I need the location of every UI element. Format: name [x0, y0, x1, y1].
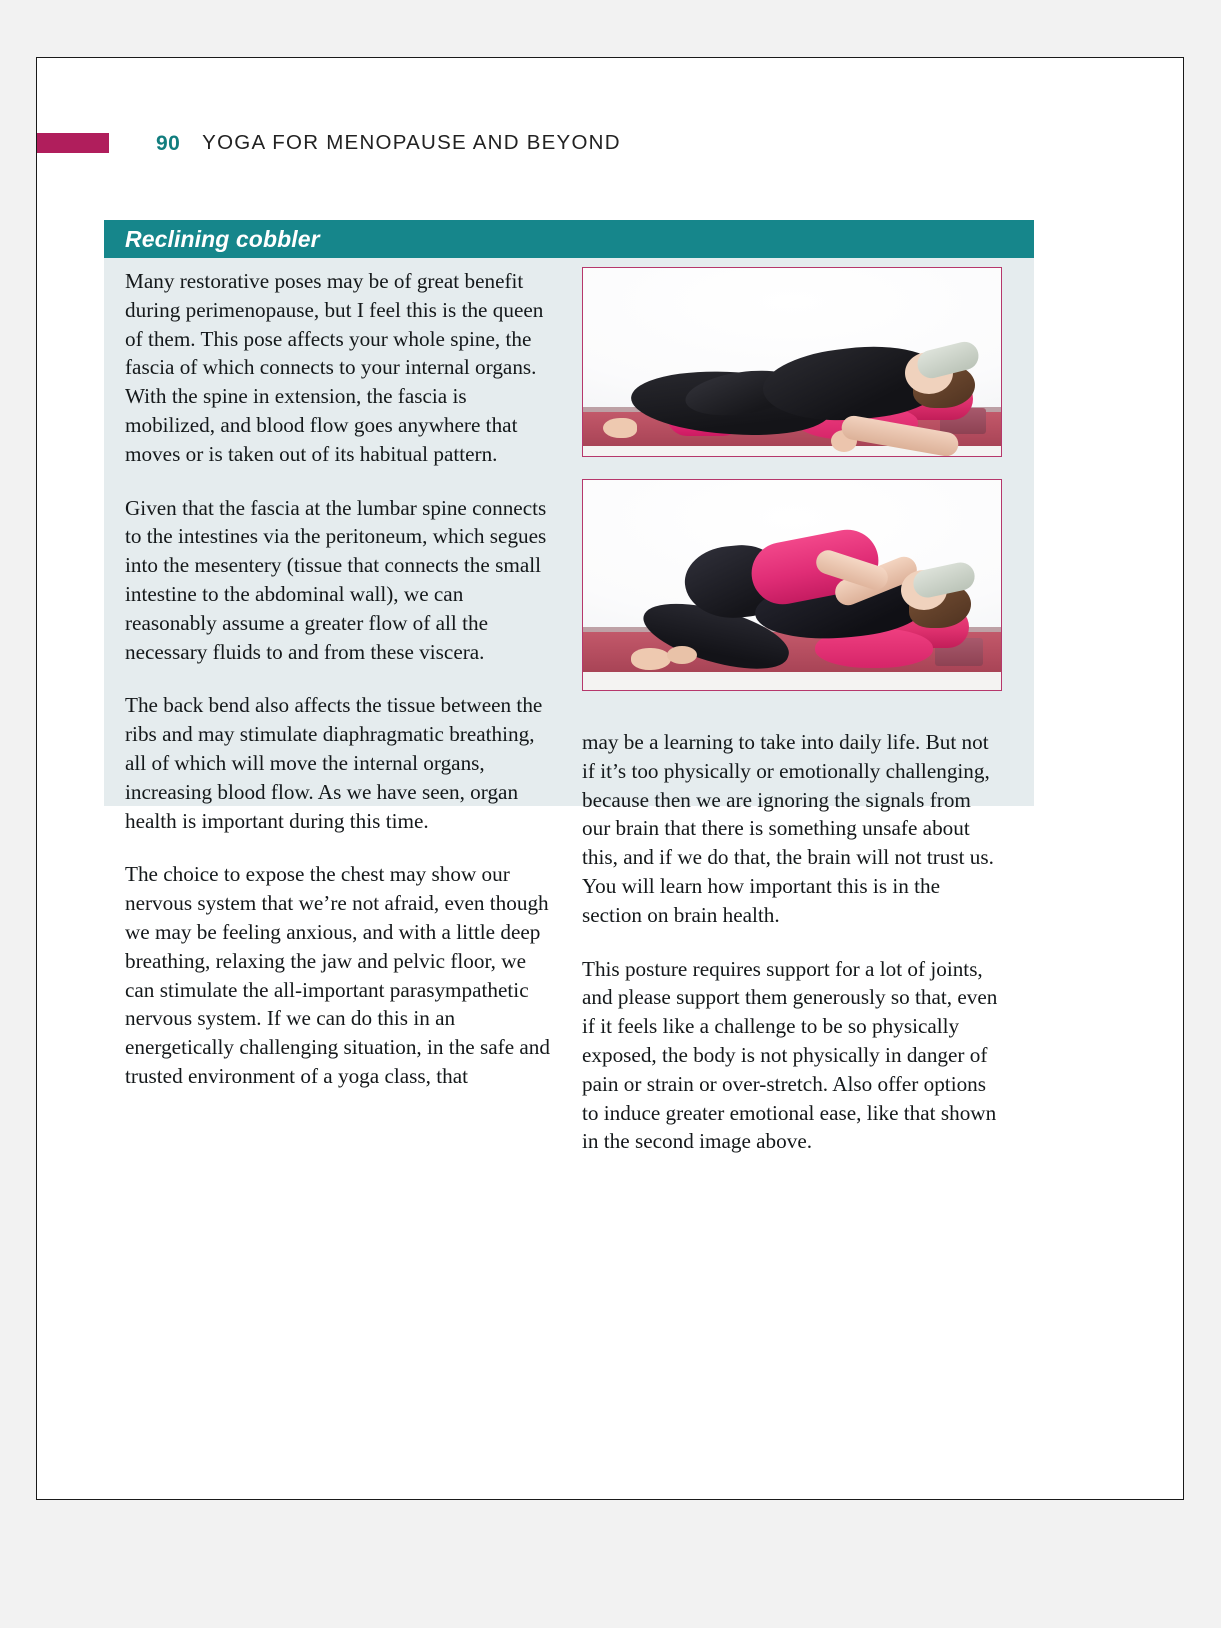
figure-stack — [582, 267, 1002, 691]
foot — [631, 648, 671, 670]
paragraph: Given that the fascia at the lumbar spine connects to the intestines via the peritoneum, which segues into the mesentery (tissue that connects the small intestine to the abdominal wall), we can reasonably assume a greater flow of all the necessary fluids to and from these viscera. — [125, 495, 547, 664]
paragraph: This posture requires support for a lot of joints, and please support them generously so that, even if it feels like a challenge to be so physically exposed, the body is not physically in danger of pain or strain or over-stretch. Also offer options to induce greater emotional ease, like that shown in the second image above. — [582, 956, 998, 1154]
second-foot — [667, 646, 697, 664]
figure-reclining-cobbler-supported — [582, 267, 1002, 457]
floor — [583, 672, 1001, 690]
left-column — [125, 267, 550, 1091]
paragraph: The choice to expose the chest may show our nervous system that we’re not afraid, even though we may be feeling anxious, and with a little deep breathing, relaxing the jaw and pelvic floor, we can stimulate the all-important parasympathetic nervous system. If we can do this in an energetically challenging situation, in the safe and trusted environment of a yoga class, that — [125, 862, 550, 1088]
section-banner — [104, 220, 1034, 258]
photo-scene — [583, 480, 1001, 690]
paragraph: Many restorative poses may be of great benefit during perimenopause, but I feel this is the queen of them. This pose affects your whole spine, the fascia of which connects to your internal organs. With the spine in extension, the fascia is mobilized, and blood flow goes anywhere that moves or is taken out of its habitual pattern. — [125, 269, 544, 466]
figure-reclining-cobbler-bolster-hug — [582, 479, 1002, 691]
paragraph: may be a learning to take into daily life. But not if it’s too physically or emotionally challenging, because then we are ignoring the signals from our brain that there is something unsafe about this, and if we do that, the brain will not trust us. You will learn how important this is in the section on brain health. — [582, 730, 994, 927]
panel-body — [104, 258, 1034, 1154]
paragraph: The back bend also affects the tissue between the ribs and may stimulate diaphragmatic breathing, all of which will move the internal organs, increasing blood flow. As we have seen, organ health is important during this time. — [125, 693, 543, 833]
page-number: 90 — [156, 131, 181, 155]
content-panel — [104, 220, 1034, 1154]
foot — [603, 418, 637, 438]
photo-scene — [583, 268, 1001, 456]
running-head — [37, 132, 621, 154]
book-title: YOGA FOR MENOPAUSE AND BEYOND — [202, 130, 621, 154]
page-sheet — [36, 57, 1184, 1500]
right-column — [582, 728, 1002, 1156]
section-heading: Reclining cobbler — [125, 225, 320, 252]
header-rule-decoration — [37, 133, 109, 153]
